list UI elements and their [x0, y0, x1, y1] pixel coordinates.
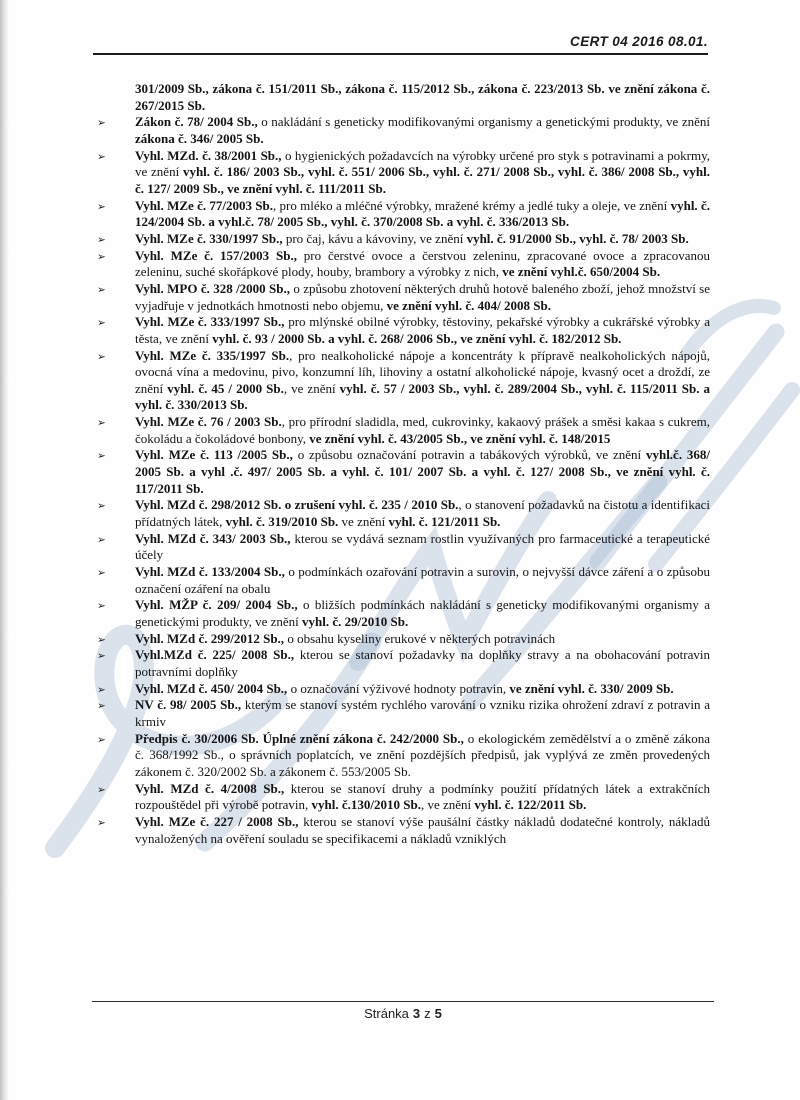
list-item-text: Vyhl. MZe č. 330/1997 Sb., pro čaj, kávu a kávoviny, ve znění vyhl. č. 91/2000 Sb., vyhl. č. 78/ 2003 Sb. — [135, 230, 689, 246]
list-item-text: Vyhl. MZe č. 227 / 2008 Sb., kterou se stanoví výše paušální částky nákladů dodatečné kontroly, nákladů vynaložených na ověření souladu se specifikacemi a nákladů vzniklých — [135, 813, 710, 846]
list-item-text: Vyhl. MZd. č. 38/2001 Sb., o hygienických požadavcích na výrobky určené pro styk s potravinami a pokrmy, ve znění vyhl. č. 186/ 2003 Sb., vyhl. č. 551/ 2006 Sb., vyhl. č. 271/ 2008 Sb., vyhl. č. 386/ 2008 Sb., vyhl. č. 127/ 2009 Sb., ve znění vyhl. č. 111/2011 Sb. — [135, 147, 711, 196]
document-body — [93, 81, 710, 847]
page-header — [93, 34, 708, 55]
list-item-text: Vyhl. MZd č. 298/2012 Sb. o zrušení vyhl. č. 235 / 2010 Sb., o stanovení požadavků na čistotu a identifikaci přídatných látek, vyhl. č. 319/2010 Sb. ve znění vyhl. č. 121/2011 Sb. — [135, 497, 710, 530]
list-item-text: Vyhl. MZe č. 77/2003 Sb., pro mléko a mléčné výrobky, mražené krémy a jedlé tuky a oleje, ve znění vyhl. č. 124/2004 Sb. a vyhl.č. 78/ 2005 Sb., vyhl. č. 370/2008 Sb. a vyhl. č. 336/2013 Sb. — [135, 197, 710, 230]
list-item-text: Vyhl. MZe č. 333/1997 Sb., pro mlýnské obilné výrobky, těstoviny, pekařské výrobky a cukrářské výrobky a těsta, ve znění vyhl. č. 93 / 2000 Sb. a vyhl. č. 268/ 2006 Sb., ve znění vyhl. č. 182/2012 Sb. — [135, 314, 710, 346]
list-item-text: NV č. 98/ 2005 Sb., kterým se stanoví systém rychlého varování o vzniku rizika ohrožení zdraví z potravin a krmiv — [135, 697, 711, 729]
arrow-bullet-icon: ➢ — [97, 317, 106, 330]
arrow-bullet-icon: ➢ — [97, 500, 106, 513]
document-code: CERT 04 2016 08.01. — [570, 34, 708, 49]
list-item-text: Vyhl. MPO č. 328 /2000 Sb., o způsobu zhotovení některých druhů hotově baleného zboží, jehož množství se vyjadřuje v jednotkách hmotnosti nebo objemu, ve znění vyhl. č. 404/ 2008 Sb. — [135, 280, 711, 313]
list-item-text: Vyhl. MZd č. 299/2012 Sb., o obsahu kyseliny erukové v některých potravinách — [135, 630, 556, 646]
arrow-bullet-icon: ➢ — [97, 567, 106, 580]
list-item — [93, 697, 710, 730]
list-item — [93, 114, 710, 147]
arrow-bullet-icon: ➢ — [97, 150, 106, 163]
arrow-bullet-icon: ➢ — [97, 700, 106, 713]
list-item — [93, 781, 710, 814]
arrow-bullet-icon: ➢ — [97, 733, 106, 746]
footer-page-number: 3 — [412, 1006, 421, 1021]
list-item — [93, 231, 710, 248]
footer-label: Stránka — [364, 1006, 409, 1021]
list-item-text: Vyhl. MZe č. 157/2003 Sb., pro čerstvé ovoce a čerstvou zeleninu, zpracované ovoce a zpracovanou zeleninu, suché skořápkové plody, houby, brambory a výrobky z nich, ve znění vyhl.č. 650/2004 Sb. — [135, 247, 711, 280]
list-item-text: Zákon č. 78/ 2004 Sb., o nakládání s geneticky modifikovanými organismy a genetickými produkty, ve znění zákona č. 346/ 2005 Sb. — [135, 114, 710, 146]
list-item — [93, 148, 710, 198]
page-number-line — [92, 1002, 714, 1021]
list-item — [93, 681, 710, 698]
list-item — [93, 248, 710, 281]
arrow-bullet-icon: ➢ — [97, 233, 106, 246]
list-item — [93, 348, 710, 415]
list-item-text: Vyhl. MZd č. 450/ 2004 Sb., o označování výživové hodnoty potravin, ve znění vyhl. č. 330/ 2009 Sb. — [135, 680, 674, 696]
list-item-text: Vyhl.MZd č. 225/ 2008 Sb., kterou se stanoví požadavky na doplňky stravy a na obohacování potravin potravními doplňky — [135, 647, 710, 679]
list-item — [93, 414, 710, 447]
arrow-bullet-icon: ➢ — [97, 350, 106, 363]
arrow-bullet-icon: ➢ — [97, 650, 106, 663]
list-item-text: Vyhl. MZe č. 113 /2005 Sb., o způsobu označování potravin a tabákových výrobků, ve znění vyhl.č. 368/ 2005 Sb. a vyhl .č. 497/ 2005 Sb. a vyhl. č. 101/ 2007 Sb. a vyhl. č. 127/ 2008 Sb., ve znění vyhl. č. 117/2011 Sb. — [135, 447, 710, 496]
arrow-bullet-icon: ➢ — [97, 283, 106, 296]
list-item — [93, 198, 710, 231]
list-item — [93, 281, 710, 314]
list-item-text: Předpis č. 30/2006 Sb. Úplné znění zákona č. 242/2000 Sb., o ekologickém zemědělství a o změně zákona č. 368/1992 Sb., o správních poplatcích, ve znění pozdějších předpisů, jak vyplývá ze změn provedených zákonem č. 320/2002 Sb. a zákonem č. 553/2005 Sb. — [135, 730, 710, 779]
list-item-text: Vyhl. MŽP č. 209/ 2004 Sb., o bližších podmínkách nakládání s geneticky modifikovanými organismy a genetickými produkty, ve znění vyhl. č. 29/2010 Sb. — [135, 597, 710, 629]
arrow-bullet-icon: ➢ — [97, 600, 106, 613]
arrow-bullet-icon: ➢ — [97, 633, 106, 646]
arrow-bullet-icon: ➢ — [97, 450, 106, 463]
list-item-text: Vyhl. MZd č. 343/ 2003 Sb., kterou se vydává seznam rostlin využívaných pro farmaceutické a terapeutické účely — [135, 530, 710, 563]
arrow-bullet-icon: ➢ — [97, 683, 106, 696]
footer-of-word: z — [424, 1006, 431, 1021]
footer-total-pages: 5 — [434, 1006, 442, 1021]
scan-edge-shadow — [0, 0, 9, 1100]
arrow-bullet-icon: ➢ — [97, 250, 106, 263]
list-item — [93, 564, 710, 597]
regulation-list — [93, 114, 710, 847]
arrow-bullet-icon: ➢ — [97, 783, 106, 796]
list-item — [93, 497, 710, 530]
list-item-text: Vyhl. MZd č. 4/2008 Sb., kterou se stanoví druhy a podmínky použití přídatných látek a extrakčních rozpouštědel při výrobě potravin, vyhl. č.130/2010 Sb., ve znění vyhl. č. 122/2011 Sb. — [135, 780, 710, 813]
list-item-text: Vyhl. MZe č. 76 / 2003 Sb., pro přírodní sladidla, med, cukrovinky, kakaový prášek a směsi kakaa s cukrem, čokoládu a čokoládové bonbony, ve znění vyhl. č. 43/2005 Sb., ve znění vyhl. č. 148/2015 — [135, 414, 710, 446]
list-item-text: Vyhl. MZe č. 335/1997 Sb., pro nealkoholické nápoje a koncentráty k přípravě nealkoholických nápojů, ovocná vína a medovinu, pivo, konzumní líh, lihoviny a ostatní alkoholické nápoje, kvasný ocet a droždí, ze znění vyhl. č. 45 / 2000 Sb., ve znění vyhl. č. 57 / 2003 Sb., vyhl. č. 289/2004 Sb., vyhl. č. 115/2011 Sb. a vyhl. č. 330/2013 Sb. — [135, 347, 711, 413]
intro-paragraph: 301/2009 Sb., zákona č. 151/2011 Sb., zákona č. 115/2012 Sb., zákona č. 223/2013 Sb. ve znění zákona č. 267/2015 Sb. — [135, 81, 710, 113]
list-item — [93, 631, 710, 648]
page-footer — [92, 1001, 714, 1021]
arrow-bullet-icon: ➢ — [97, 816, 106, 829]
arrow-bullet-icon: ➢ — [97, 117, 106, 130]
header-rule — [93, 53, 708, 55]
arrow-bullet-icon: ➢ — [97, 533, 106, 546]
arrow-bullet-icon: ➢ — [97, 417, 106, 430]
list-item-text: Vyhl. MZd č. 133/2004 Sb., o podmínkách ozařování potravin a surovin, o nejvyšší dávce záření a o způsobu označení ozáření na obalu — [135, 564, 710, 596]
list-item — [93, 531, 710, 564]
list-item — [93, 447, 710, 497]
list-item — [93, 597, 710, 630]
list-item — [93, 314, 710, 347]
list-item — [93, 814, 710, 847]
arrow-bullet-icon: ➢ — [97, 200, 106, 213]
list-item — [93, 731, 710, 781]
list-item — [93, 647, 710, 680]
